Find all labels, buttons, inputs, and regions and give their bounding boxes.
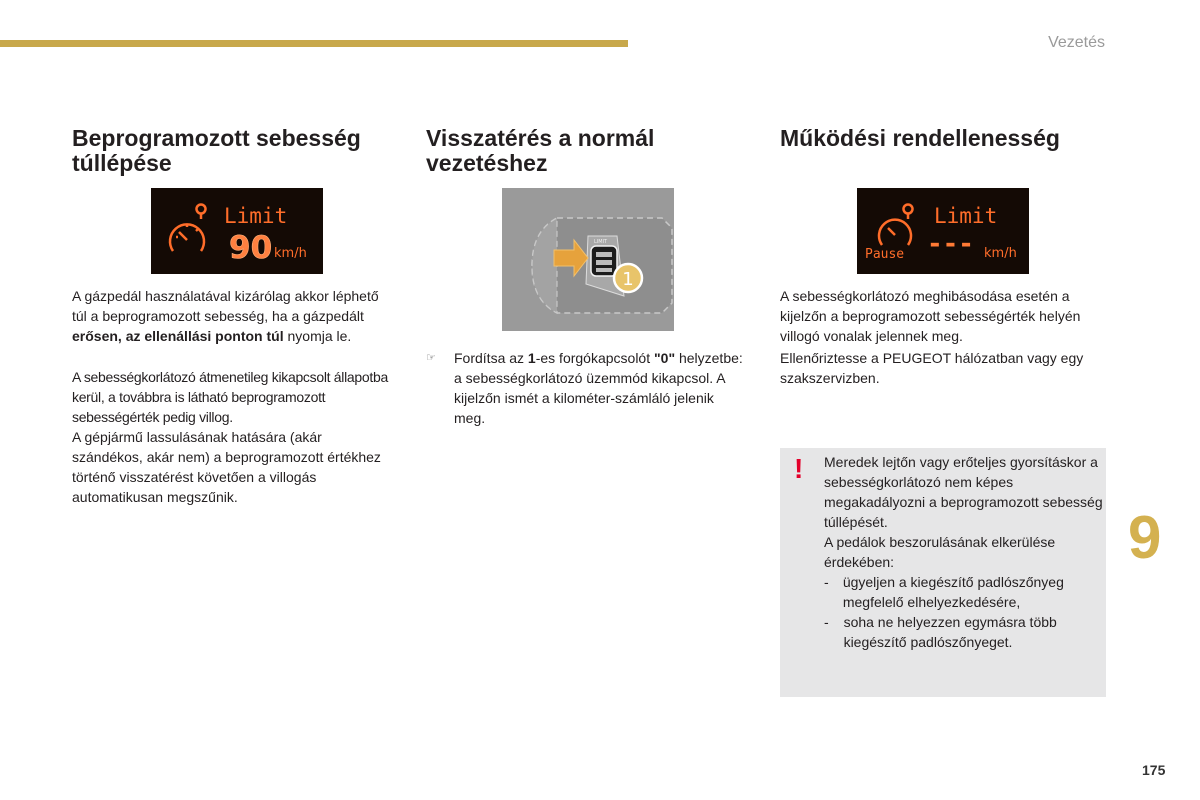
list-dash: - xyxy=(824,574,829,590)
warning-list xyxy=(824,572,1104,652)
chapter-number: 9 xyxy=(1128,504,1162,571)
callout-number: 1 xyxy=(622,269,634,290)
fault-display-illustration xyxy=(857,188,1029,274)
speedometer-icon xyxy=(879,205,913,246)
center-bullet-item xyxy=(426,348,746,428)
display-limit-text: Limit xyxy=(224,204,288,228)
control-lever-illustration xyxy=(502,188,674,331)
bullet-bold-1: 1 xyxy=(527,350,536,366)
left-paragraph-3: A gépjármű lassulásának hatására (akár szándékos, akár nem) a beprogramozott értékhez történő visszatérést követően a villogás automatikusan megszűnik. xyxy=(72,429,381,505)
callout-1-badge xyxy=(614,264,642,292)
left-title-line2: túllépése xyxy=(72,150,172,176)
display-unit: km/h xyxy=(274,246,307,261)
center-title-line1: Visszatérés a normál xyxy=(426,125,655,151)
left-title xyxy=(72,126,392,176)
left-p1-text: A gázpedál használatával kizárólag akkor léphető túl a beprogramozott sebesség, ha a gázpedált xyxy=(72,288,379,324)
center-title xyxy=(426,126,746,176)
right-title: Működési rendellenesség xyxy=(780,125,1060,151)
bullet-bold-2: "0" xyxy=(654,350,676,366)
warning-text-2: A pedálok beszorulásának elkerülése érdekében: xyxy=(824,534,1056,570)
center-bullet-text xyxy=(454,348,744,428)
list-item-text: soha ne helyezzen egymásra több kiegészítő padlószőnyeget. xyxy=(843,614,1057,650)
section-label: Vezetés xyxy=(1048,34,1105,51)
page-number: 175 xyxy=(1142,762,1166,778)
left-title-line1: Beprogramozott sebesség xyxy=(72,125,361,151)
warning-text xyxy=(824,452,1104,652)
right-column xyxy=(780,126,1100,151)
left-paragraph-2: A sebességkorlátozó átmenetileg kikapcsolt állapotba kerül, a továbbra is látható beprogramozott sebességérték pedig villog. xyxy=(72,369,388,425)
right-paragraph-1: A sebességkorlátozó meghibásodása esetén a kijelzőn a beprogramozott sebességérték helyén villogó vonalak jelennek meg. xyxy=(780,288,1081,344)
right-paragraph-2: Ellenőriztesse a PEUGEOT hálózatban vagy egy szakszervizben. xyxy=(780,350,1084,386)
list-item xyxy=(824,572,1104,612)
pointing-hand-icon: ☞ xyxy=(426,352,436,364)
warning-icon: ! xyxy=(794,453,804,484)
switch-label: LIMIT xyxy=(594,239,608,245)
left-column xyxy=(72,126,392,176)
list-item xyxy=(824,612,1104,652)
warning-text-1: Meredek lejtőn vagy erőteljes gyorsításkor a sebességkorlátozó nem képes megakadályozni a beprogramozott sebesség túllépését. xyxy=(824,454,1103,530)
list-dash: - xyxy=(824,614,829,630)
left-p1-bold: erősen, az ellenállási ponton túl xyxy=(72,328,284,344)
list-item-text: ügyeljen a kiegészítő padlószőnyeg megfelelő elhelyezkedésére, xyxy=(842,574,1064,610)
display-pause-text: Pause xyxy=(865,247,905,262)
display-dashes: --- xyxy=(927,229,974,259)
display-speed-value: 90 xyxy=(229,230,273,266)
left-paragraph-1 xyxy=(72,286,392,346)
bullet-text-2: -es forgókapcsolót xyxy=(535,350,655,366)
speedometer-icon xyxy=(170,205,206,252)
center-column xyxy=(426,126,746,176)
left-p1-end: nyomja le. xyxy=(283,328,352,344)
speed-limit-display-illustration xyxy=(151,188,323,274)
display-limit-text: Limit xyxy=(934,204,998,228)
bullet-text-1: Fordítsa az xyxy=(454,350,528,366)
header-accent-bar xyxy=(0,40,628,47)
center-title-line2: vezetéshez xyxy=(426,150,548,176)
display-unit: km/h xyxy=(984,246,1017,261)
bullet-text-3: helyzetbe: a sebességkorlátozó üzemmód kikapcsol. A kijelzőn ismét a kilométer-számláló jelenik meg. xyxy=(454,350,743,426)
warning-box xyxy=(780,448,1106,697)
